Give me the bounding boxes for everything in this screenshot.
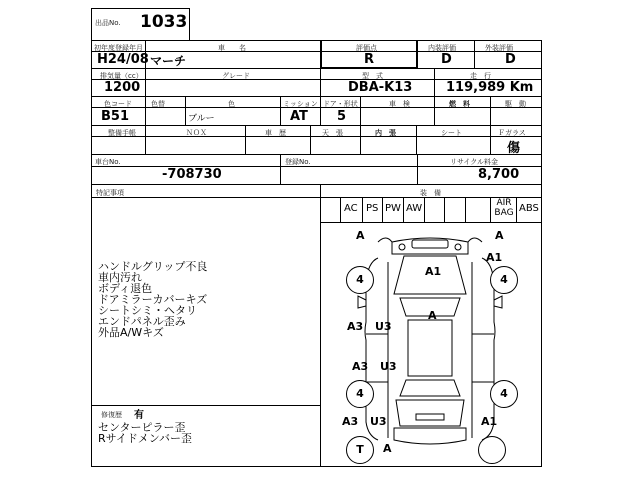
remark-item: 外品A/Wキズ bbox=[98, 326, 164, 339]
equip-airbag: AIR BAG bbox=[494, 198, 514, 218]
row-line bbox=[91, 96, 542, 97]
col-line bbox=[145, 68, 146, 96]
equip-abs: ABS bbox=[519, 203, 539, 214]
lot-box-top bbox=[91, 8, 190, 9]
damage-front-left: A bbox=[356, 229, 365, 242]
equip-col bbox=[340, 197, 341, 222]
chassis-no-value: -708730 bbox=[162, 167, 222, 182]
col-line bbox=[490, 96, 491, 125]
equip-pw: PW bbox=[385, 203, 401, 214]
damage-hood: A1 bbox=[425, 265, 442, 278]
damage-left-rear-quarter: A3 bbox=[342, 415, 359, 428]
col-line bbox=[490, 125, 491, 154]
row-line bbox=[91, 405, 320, 406]
remark-item: エンドパネル歪み bbox=[98, 315, 186, 328]
col-line bbox=[245, 125, 246, 154]
transmission-value: AT bbox=[290, 109, 308, 124]
score-value: R bbox=[364, 52, 375, 67]
history-label: 車 歴 bbox=[265, 129, 286, 137]
col-line bbox=[360, 125, 361, 154]
grade-label: グレード bbox=[222, 72, 250, 80]
tire-rear-right: 4 bbox=[490, 380, 518, 408]
fuel-label: 燃 料 bbox=[449, 100, 470, 108]
col-line bbox=[320, 96, 321, 125]
model-label: 型 式 bbox=[362, 72, 383, 80]
glass-value: 傷 bbox=[507, 141, 521, 156]
tire-front-left: 4 bbox=[346, 266, 374, 294]
tire-spare: T bbox=[346, 436, 374, 464]
damage-rear-bumper: A bbox=[383, 442, 392, 455]
equip-col bbox=[444, 197, 445, 222]
remark-item: シートシミ・ヘタリ bbox=[98, 304, 197, 317]
lot-box-right bbox=[189, 8, 190, 40]
equip-col bbox=[382, 197, 383, 222]
interior-label: 内 張 bbox=[375, 129, 396, 137]
tire-front-right: 4 bbox=[490, 266, 518, 294]
seat-label: シート bbox=[441, 129, 462, 137]
damage-left-rear-quarter-u: U3 bbox=[370, 415, 387, 428]
damage-front-right: A bbox=[495, 229, 504, 242]
damage-left-rear-door-u: U3 bbox=[380, 360, 397, 373]
lot-box-left bbox=[91, 8, 92, 40]
col-line bbox=[434, 96, 435, 125]
equipment-label: 装 備 bbox=[420, 189, 441, 197]
score-label: 評価点 bbox=[356, 44, 377, 52]
color-label: 色 bbox=[228, 100, 235, 108]
car-name-label: 車 名 bbox=[218, 44, 246, 52]
damage-roof: A bbox=[428, 309, 437, 322]
col-line bbox=[360, 96, 361, 125]
row-line bbox=[91, 125, 542, 126]
row-line bbox=[91, 154, 542, 155]
mileage-label: 走 行 bbox=[470, 72, 491, 80]
transmission-label: ミッション bbox=[283, 100, 318, 108]
reg-year-label: 初年度登録年月 bbox=[94, 44, 143, 52]
col-line bbox=[280, 96, 281, 125]
chassis-no-label: 車台No. bbox=[95, 158, 121, 166]
damage-left-front-door-u: U3 bbox=[375, 320, 392, 333]
frame-bottom bbox=[91, 466, 542, 467]
col-line bbox=[145, 96, 146, 125]
equip-col bbox=[424, 197, 425, 222]
frame-right bbox=[541, 40, 542, 467]
color-code-value: B51 bbox=[101, 109, 129, 124]
equip-aw: AW bbox=[406, 203, 423, 214]
exterior-score-value: D bbox=[505, 52, 516, 67]
score-box-bottom bbox=[320, 67, 418, 69]
recycle-fee-label: リサイクル料金 bbox=[450, 158, 499, 166]
frame-left bbox=[91, 40, 92, 467]
col-line bbox=[434, 68, 435, 96]
equip-col bbox=[490, 197, 491, 222]
doors-value: 5 bbox=[337, 109, 347, 124]
row-line bbox=[91, 184, 542, 185]
remark-item: ハンドルグリップ不良 bbox=[98, 260, 208, 273]
col-line bbox=[416, 125, 417, 154]
remark-item: ボディ退色 bbox=[98, 282, 153, 295]
nox-label: ＮＯＸ bbox=[186, 129, 207, 137]
col-line bbox=[417, 154, 418, 184]
damage-right-rear-quarter: A1 bbox=[481, 415, 498, 428]
model-value: DBA-K13 bbox=[348, 80, 413, 95]
interior-score-value: D bbox=[441, 52, 452, 67]
roof-label: 天 張 bbox=[322, 129, 343, 137]
glass-label: Ｆガラス bbox=[498, 129, 526, 137]
damage-left-rear-door: A3 bbox=[352, 360, 369, 373]
tire-rear-left: 4 bbox=[346, 380, 374, 408]
reg-no-label: 登録No. bbox=[285, 158, 311, 166]
displacement-label: 排気量（cc） bbox=[100, 72, 143, 80]
repair-history-value: 有 bbox=[134, 410, 144, 421]
row-line bbox=[91, 197, 542, 198]
equip-col bbox=[362, 197, 363, 222]
col-line bbox=[145, 125, 146, 154]
lot-label: 出品No. bbox=[95, 19, 121, 27]
equip-col bbox=[403, 197, 404, 222]
reg-year-value: H24/08 bbox=[97, 52, 149, 67]
drive-label: 駆 動 bbox=[505, 100, 526, 108]
equip-ps: PS bbox=[366, 203, 379, 214]
damage-left-front-door: A3 bbox=[347, 320, 364, 333]
manual-label: 整備手帳 bbox=[108, 129, 136, 137]
tire-spare-right bbox=[478, 436, 506, 464]
car-name-value: マーチ bbox=[150, 54, 187, 68]
col-line bbox=[474, 40, 475, 68]
equip-col bbox=[465, 197, 466, 222]
lot-number: 1033 bbox=[140, 12, 188, 32]
mileage-value: 119,989 Km bbox=[446, 80, 534, 95]
color-no-label: 色替 bbox=[151, 100, 165, 108]
recycle-fee-value: 8,700 bbox=[478, 167, 520, 182]
score-box-left bbox=[320, 40, 322, 69]
remark-item: ドアミラーカバーキズ bbox=[98, 293, 208, 306]
damage-front-right-fender: A1 bbox=[486, 251, 503, 264]
remarks-label: 特記事項 bbox=[96, 189, 124, 197]
color-code-label: 色コード bbox=[104, 100, 132, 108]
repair-note: Rサイドメンバー歪 bbox=[98, 432, 192, 445]
repair-history-label: 修復歴 bbox=[101, 411, 122, 419]
exterior-score-label: 外装評価 bbox=[485, 44, 513, 52]
score-box-right bbox=[416, 40, 418, 69]
col-line bbox=[280, 154, 281, 184]
car-diagram bbox=[320, 222, 541, 466]
interior-score-label: 内装評価 bbox=[428, 44, 456, 52]
remark-item: 車内汚れ bbox=[98, 271, 142, 284]
col-line bbox=[320, 68, 321, 96]
col-line bbox=[310, 125, 311, 154]
color-value: ブルー bbox=[188, 114, 215, 124]
displacement-value: 1200 bbox=[104, 80, 141, 95]
row-line bbox=[91, 136, 542, 137]
inspection-label: 車 検 bbox=[389, 100, 410, 108]
doors-label: ドア・形状 bbox=[323, 100, 358, 108]
equip-ac: AC bbox=[344, 203, 358, 214]
equip-col bbox=[516, 197, 517, 222]
repair-note: センターピラー歪 bbox=[98, 421, 186, 434]
col-line bbox=[185, 96, 186, 125]
